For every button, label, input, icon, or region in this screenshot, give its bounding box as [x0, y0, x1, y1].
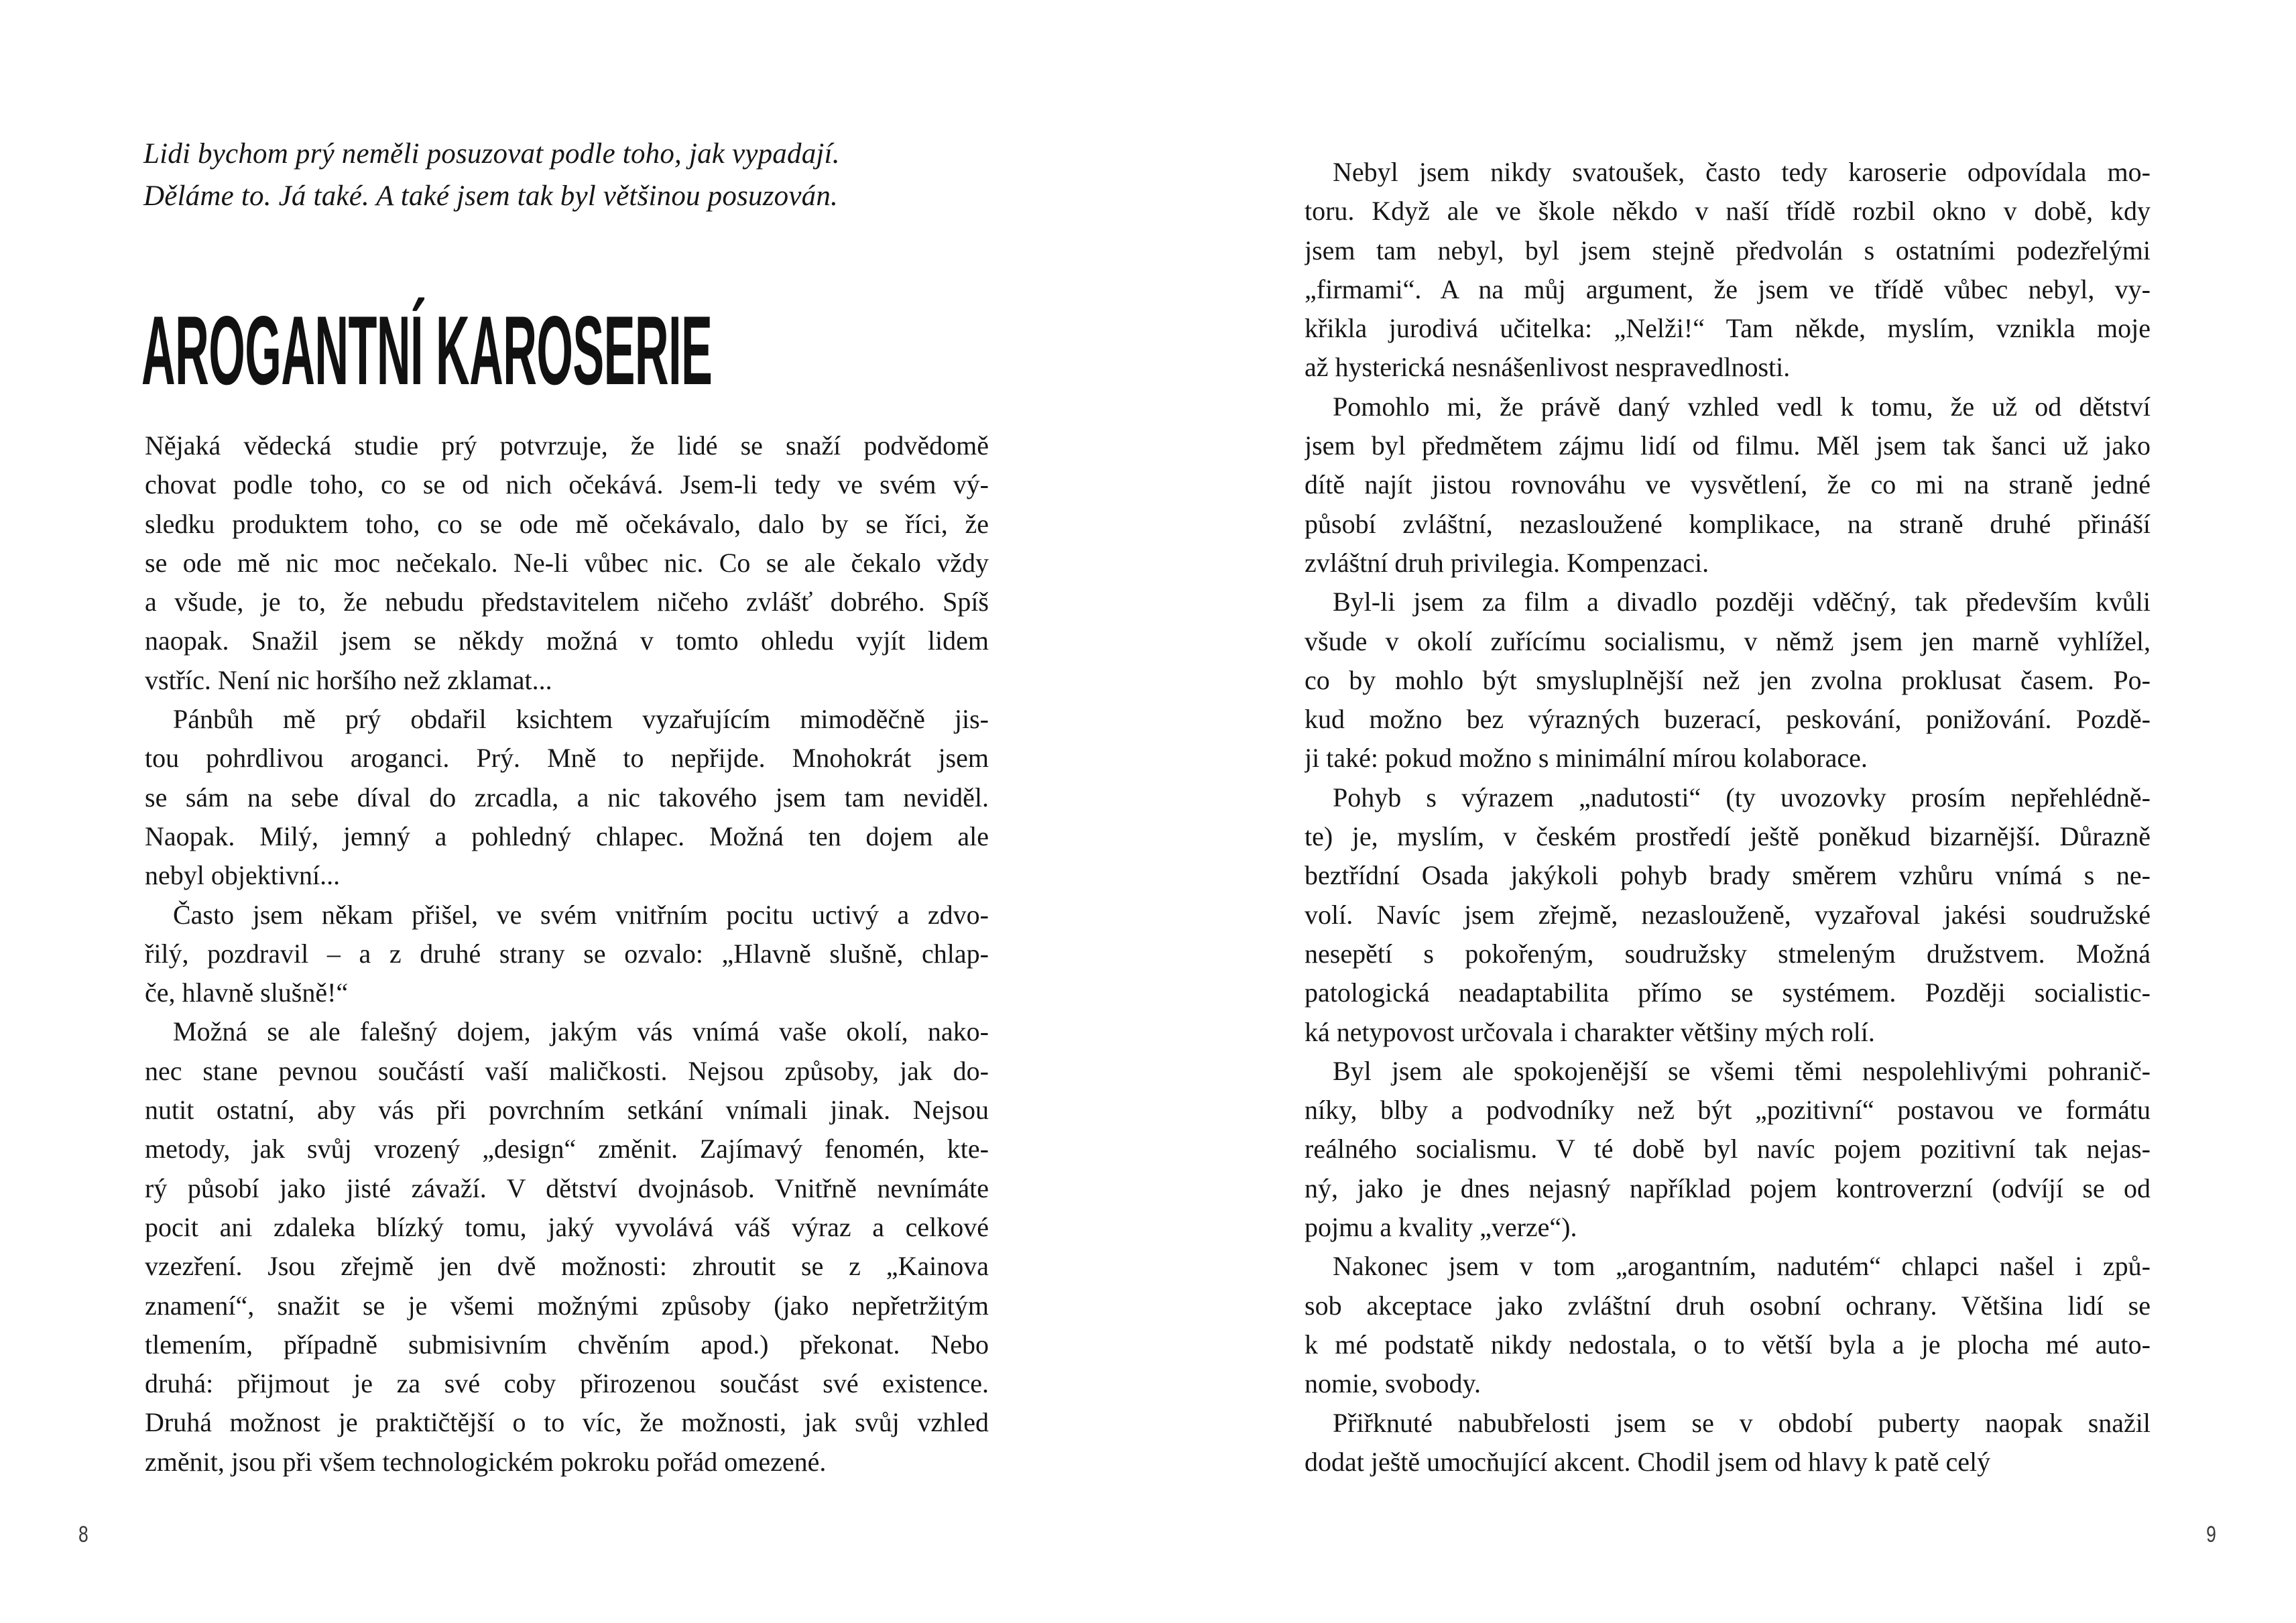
text-line: Nebyl jsem nikdy svatoušek, často tedy karoserie odpovídala mo-	[1333, 157, 2151, 187]
text-line: jsem tam nebyl, byl jsem stejně předvolán s ostatními podezřelými	[1305, 235, 2151, 265]
text-line: co by mohlo být smysluplnější než jen zvolna proklusat časem. Po-	[1305, 664, 2151, 695]
text-line: Pomohlo mi, že právě daný vzhled vedl k tomu, že už od dětství	[1333, 391, 2151, 422]
text-line: níky, blby a podvodníky než být „pozitivní“ postavou ve formátu	[1305, 1095, 2151, 1126]
text-line: Byl-li jsem za film a divadlo později vděčný, tak především kvůli	[1333, 587, 2151, 617]
text-line: tlemením, případně submisivním chvěním apod.) překonat. Nebo	[145, 1329, 989, 1360]
text-line: nesepětí s pokořeným, soudružsky stmeleným družstvem. Možná	[1305, 938, 2151, 969]
text-line: „firmami“. A na můj argument, že jsem ve třídě vůbec nebyl, vy-	[1305, 274, 2151, 304]
text-line: naopak. Snažil jsem se někdy možná v tomto ohledu vyjít lidem	[145, 625, 989, 656]
text-line: Pohyb s výrazem „nadutosti“ (ty uvozovky prosím nepřehlédně-	[1333, 782, 2151, 813]
text-line: rý působí jako jisté závaží. V dětství dvojnásob. Vnitřně nevnímáte	[145, 1173, 989, 1203]
text-line: Druhá možnost je praktičtější o to víc, že možnosti, jak svůj vzhled	[145, 1407, 989, 1438]
text-line: k mé podstatě nikdy nedostala, o to větší byla a je plocha mé auto-	[1305, 1329, 2151, 1360]
text-line: kud možno bez výrazných buzerací, peskování, ponižování. Pozdě-	[1305, 704, 2151, 735]
text-line: Často jsem někam přišel, ve svém vnitřním pocitu uctivý a zdvo-	[173, 899, 989, 930]
text-line: všude v okolí zuřícímu socialismu, v němž jsem jen marně vyhlížel,	[1305, 625, 2151, 656]
text-line: če, hlavně slušně!“	[145, 977, 349, 1008]
text-line: ný, jako je dnes nejasný například pojem kontroverzní (odvíjí se od	[1305, 1173, 2151, 1203]
text-line: ká netypovost určovala i charakter většiny mých rolí.	[1305, 1016, 1875, 1047]
text-line: řilý, pozdravil – a z druhé strany se ozvalo: „Hlavně slušně, chlap-	[145, 938, 989, 969]
text-line: Nakonec jsem v tom „arogantním, nadutém“ chlapci našel i způ-	[1333, 1251, 2151, 1282]
epigraph-line: Lidi bychom prý neměli posuzovat podle toho, jak vypadají.	[143, 138, 840, 170]
text-line: toru. Když ale ve škole někdo v naší třídě rozbil okno v době, kdy	[1305, 196, 2151, 227]
text-line: Naopak. Milý, jemný a pohledný chlapec. Možná ten dojem ale	[145, 821, 989, 851]
epigraph-line: Děláme to. Já také. A také jsem tak byl většinou posuzován.	[143, 180, 838, 212]
text-line: metody, jak svůj vrozený „design“ změnit. Zajímavý fenomén, kte-	[145, 1134, 989, 1164]
text-line: znamení“, snažit se je všemi možnými způsoby (jako nepřetržitým	[145, 1290, 989, 1321]
text-line: se ode mě nic moc nečekalo. Ne-li vůbec nic. Co se ale čekalo vždy	[145, 547, 989, 578]
text-line: pocit ani zdaleka blízký tomu, jaký vyvolává váš výraz a celkové	[145, 1211, 989, 1242]
text-line: sledku produktem toho, co se ode mě očekávalo, dalo by se říci, že	[145, 508, 989, 539]
text-line: nebyl objektivní...	[145, 860, 341, 891]
text-line: až hysterická nesnášenlivost nespravedlnosti.	[1305, 352, 1791, 383]
text-line: sob akceptace jako zvláštní druh osobní ochrany. Většina lidí se	[1305, 1290, 2151, 1321]
text-line: te) je, myslím, v českém prostředí ještě poněkud bizarnější. Důrazně	[1305, 821, 2151, 852]
text-line: a všude, je to, že nebudu představitelem ničeho zvlášť dobrého. Spíš	[145, 587, 989, 617]
text-line: změnit, jsou při všem technologickém pokroku pořád omezené.	[145, 1446, 827, 1477]
text-line: nec stane pevnou součástí vaší maličkosti. Nejsou způsoby, jak do-	[145, 1055, 989, 1086]
text-line: druhá: přijmout je za své coby přirozenou součást své existence.	[145, 1368, 989, 1399]
right-page-body	[1305, 153, 2151, 1482]
text-line: patologická neadaptabilita přímo se systémem. Později socialistic-	[1305, 977, 2151, 1008]
text-line: působí zvláštní, nezasloužené komplikace, na straně druhé přináší	[1305, 508, 2151, 539]
text-line: jsem byl předmětem zájmu lidí od filmu. Měl jsem tak šanci už jako	[1305, 430, 2151, 461]
page-number-left: 8	[78, 1522, 88, 1547]
text-line: nutit ostatní, aby vás při povrchním setkání vnímali jinak. Nejsou	[145, 1095, 989, 1126]
text-line: chovat podle toho, co se od nich očekává. Jsem-li tedy ve svém vý-	[145, 469, 989, 500]
text-line: křikla jurodivá učitelka: „Nelži!“ Tam někde, myslím, vznikla moje	[1305, 313, 2151, 344]
page-number-right: 9	[2206, 1522, 2216, 1547]
text-line: Možná se ale falešný dojem, jakým vás vnímá vaše okolí, nako-	[173, 1016, 989, 1047]
text-line: Byl jsem ale spokojenější se všemi těmi nespolehlivými pohranič-	[1333, 1055, 2151, 1086]
text-line: Nějaká vědecká studie prý potvrzuje, že lidé se snaží podvědomě	[145, 430, 989, 461]
text-line: dodat ještě umocňující akcent. Chodil jsem od hlavy k patě celý	[1305, 1446, 1991, 1477]
text-line: tou pohrdlivou aroganci. Prý. Mně to nepřijde. Mnohokrát jsem	[145, 743, 989, 774]
text-line: se sám na sebe díval do zrcadla, a nic takového jsem tam neviděl.	[145, 782, 989, 813]
chapter-heading: AROGANTNÍ KAROSERIE	[141, 296, 713, 405]
text-line: nomie, svobody.	[1305, 1368, 1481, 1399]
text-line: Pánbůh mě prý obdařil ksichtem vyzařujícím mimoděčně jis-	[173, 704, 989, 735]
text-line: dítě najít jistou rovnováhu ve vysvětlení, že co mi na straně jedné	[1305, 469, 2151, 500]
text-line: vzezření. Jsou zřejmě jen dvě možnosti: zhroutit se z „Kainova	[145, 1251, 989, 1282]
text-line: reálného socialismu. V té době byl navíc pojem pozitivní tak nejas-	[1305, 1134, 2151, 1164]
text-line: pojmu a kvality „verze“).	[1305, 1212, 1577, 1243]
text-line: ji také: pokud možno s minimální mírou kolaborace.	[1305, 743, 1868, 774]
text-line: Přiřknuté nabubřelosti jsem se v období puberty naopak snažil	[1333, 1407, 2151, 1438]
text-line: beztřídní Osada jakýkoli pohyb brady směrem vzhůru vnímá s ne-	[1305, 860, 2151, 891]
text-line: volí. Navíc jsem zřejmě, nezaslouženě, vyzařoval jakési soudružské	[1305, 899, 2151, 930]
text-line: zvláštní druh privilegia. Kompenzaci.	[1305, 547, 1709, 578]
text-line: vstříc. Není nic horšího než zklamat...	[145, 664, 552, 695]
